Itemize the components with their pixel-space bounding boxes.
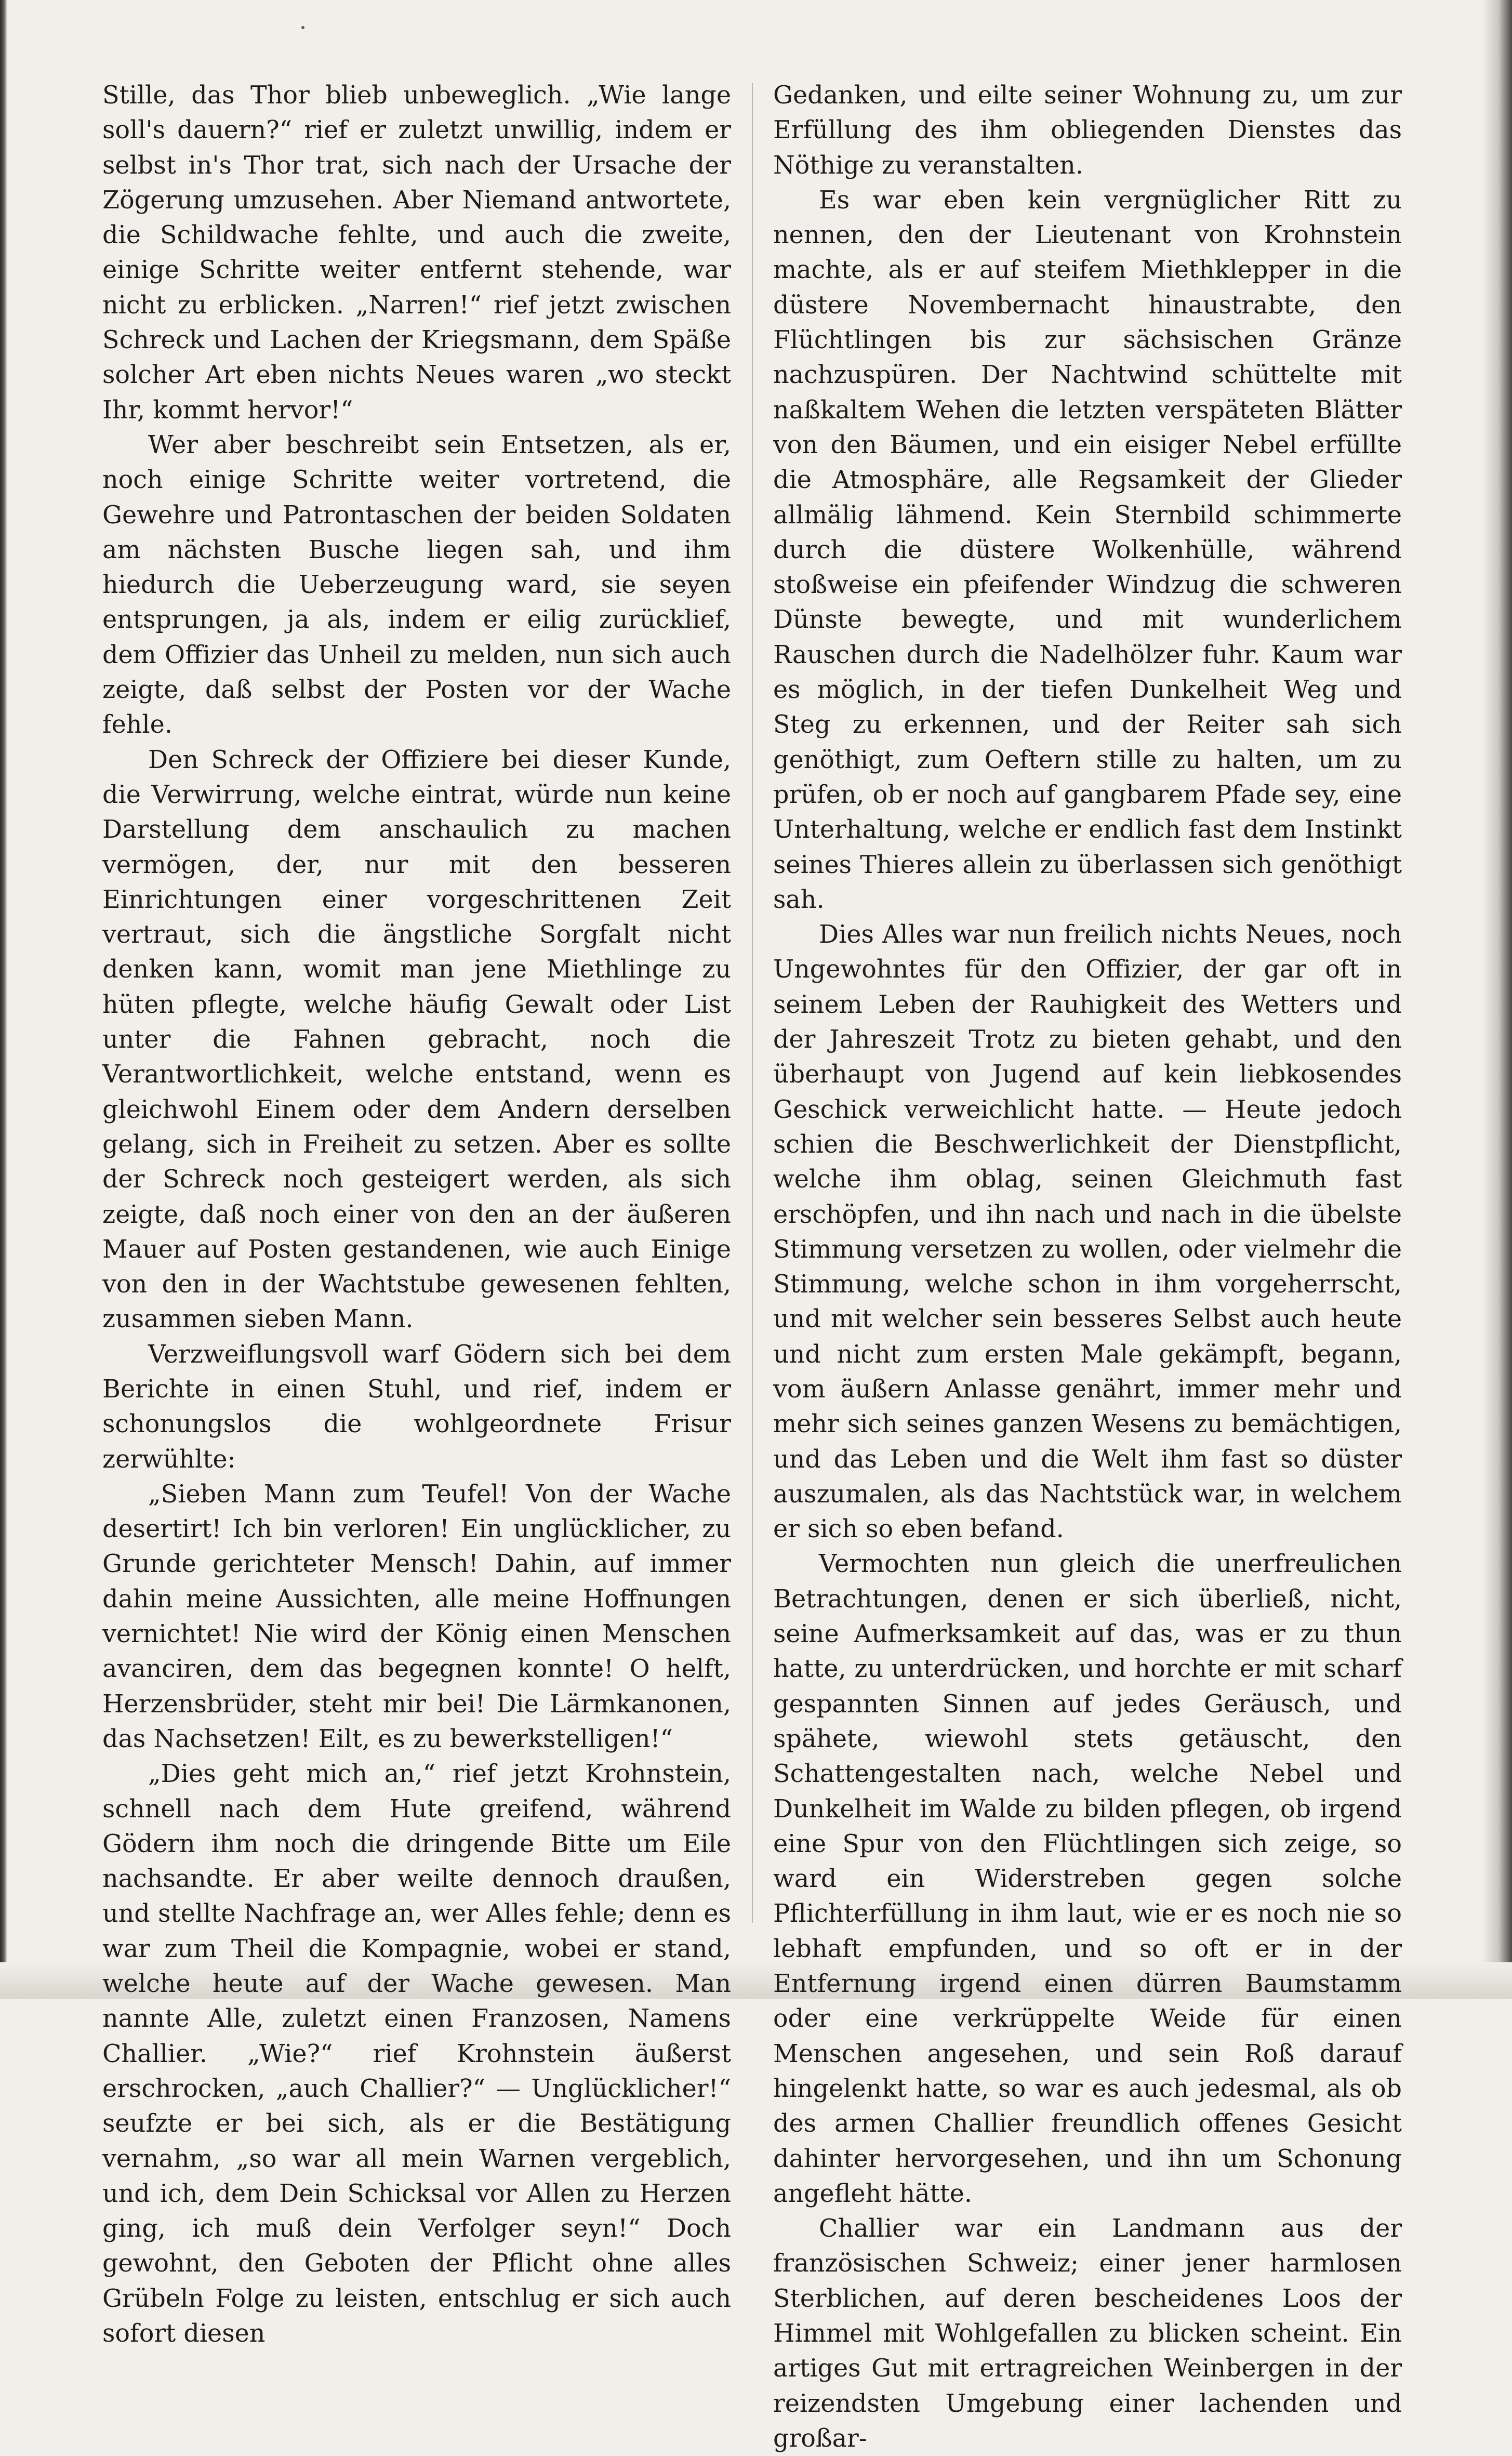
paragraph: Wer aber beschreibt sein Entsetzen, als er, noch einige Schritte weiter vortretend, die Gewehre und Patrontaschen der beiden Soldaten am nächsten Busche liegen sah, und ihm hiedurch die Ueberzeugung ward, sie seyen entsprungen, ja als, indem er eilig zurücklief, dem Offizier das Unheil zu melden, nun sich auch zeigte, daß selbst der Posten vor der Wache fehle. — [102, 430, 731, 740]
paragraph: Vermochten nun gleich die unerfreulichen Betrachtungen, denen er sich überließ, nicht, seine Aufmerksamkeit auf das, was er zu thun hatte, zu unterdrücken, und horchte er mit scharf gespannten Sinnen auf jedes Geräusch, und spähete, wiewohl stets getäuscht, den Schattengestalten nach, welche Nebel und Dunkelheit im Walde zu bilden pflegen, ob irgend eine Spur von den Flüchtlingen sich zeige, so ward ein Widerstreben gegen solche Pflichterfüllung in ihm laut, wie er es noch nie so lebhaft empfunden, und so oft er in der Entfernung irgend einen dürren Baumstamm oder eine verkrüppelte Weide für einen Menschen angesehen, und sein Roß darauf hingelenkt hatte, so war es auch jedesmal, als ob des armen Challier freundlich offenes Gesicht dahinter hervorgesehen, und ihn um Schonung angefleht hätte. — [773, 1550, 1402, 2208]
paragraph: Challier war ein Landmann aus der französischen Schweiz; einer jener harmlosen Sterblichen, auf deren bescheidenes Loos der Himmel mit Wohlgefallen zu blicken scheint. Ein artiges Gut mit ertragreichen Weinbergen in der reizendsten Umgebung einer lachenden und großar- — [773, 2214, 1402, 2453]
paragraph: Den Schreck der Offiziere bei dieser Kunde, die Verwirrung, welche eintrat, würde nun keine Darstellung dem anschaulich zu machen vermögen, der, nur mit den besseren Einrichtungen einer vorgeschrittenen Zeit vertraut, sich die ängstliche Sorgfalt nicht denken kann, womit man jene Miethlinge zu hüten pflegte, welche häufig Gewalt oder List unter die Fahnen gebracht, noch die Verantwortlichkeit, welche entstand, wenn es gleichwohl Einem oder dem Andern derselben gelang, sich in Freiheit zu setzen. Aber es sollte der Schreck noch gesteigert werden, als sich zeigte, daß noch einer von den an der äußeren Mauer auf Posten gestandenen, wie auch Einige von den in der Wachtstube gewesenen fehlten, zusammen sieben Mann. — [102, 745, 731, 1334]
paragraph: „Dies geht mich an,“ rief jetzt Krohnstein, schnell nach dem Hute greifend, während Gödern ihm noch die dringende Bitte um Eile nachsandte. Er aber weilte dennoch draußen, und stellte Nachfrage an, wer Alles fehle; denn es war zum Theil die Kompagnie, wobei er stand, welche heute auf der Wache gewesen. Man nannte Alle, zuletzt einen Franzosen, Namens Challier. „Wie?“ rief Krohnstein äußerst erschrocken, „auch Challier?“ — Unglücklicher!“ seufzte er bei sich, als er die Bestätigung vernahm, „so war all mein Warnen vergeblich, und ich, dem Dein Schicksal vor Allen zu Herzen ging, ich muß dein Verfolger seyn!“ Doch gewohnt, den Geboten der Pflicht ohne alles Grübeln Folge zu leisten, entschlug er sich auch sofort diesen — [102, 1760, 731, 2348]
paragraph: Es war eben kein vergnüglicher Ritt zu nennen, den der Lieutenant von Krohnstein machte, als er auf steifem Miethklepper in die düstere Novembernacht hinaustrabte, den Flüchtlingen bis zur sächsischen Gränze nachzuspüren. Der Nachtwind schüttelte mit naßkaltem Wehen die letzten verspäteten Blätter von den Bäumen, und ein eisiger Nebel erfüllte die Atmosphäre, alle Regsamkeit der Glieder allmälig lähmend. Kein Sternbild schimmerte durch die düstere Wolkenhülle, während stoßweise ein pfeifender Windzug die schweren Dünste bewegte, und mit wunderlichem Rauschen durch die Nadelhölzer fuhr. Kaum war es möglich, in der tiefen Dunkelheit Weg und Steg zu erkennen, und der Reiter sah sich genöthigt, zum Oeftern stille zu halten, um zu prüfen, ob er noch auf gangbarem Pfade sey, eine Unterhaltung, welche er endlich fast dem Instinkt seines Thieres allein zu überlassen sich genöthigt sah. — [773, 186, 1402, 914]
column-gutter — [752, 83, 753, 1923]
text-column-right — [773, 78, 1402, 2453]
paragraph: „Sieben Mann zum Teufel! Von der Wache desertirt! Ich bin verloren! Ein unglücklicher, zu Grunde gerichteter Mensch! Dahin, auf immer dahin meine Aussichten, alle meine Hoffnungen vernichtet! Nie wird der König einen Menschen avanciren, dem das begegnen konnte! O helft, Herzensbrüder, steht mir bei! Die Lärmkanonen, das Nachsetzen! Eilt, es zu bewerkstelligen!“ — [102, 1480, 731, 1753]
paragraph: Gedanken, und eilte seiner Wohnung zu, um zur Erfüllung des ihm obliegenden Dienstes das Nöthige zu veranstalten. — [773, 81, 1402, 180]
page-shadow-left — [0, 0, 7, 1999]
printer-mark — [301, 26, 304, 29]
page-shadow-right — [1482, 0, 1512, 1999]
paragraph: Verzweiflungsvoll warf Gödern sich bei dem Berichte in einen Stuhl, und rief, indem er schonungslos die wohlgeordnete Frisur zerwühlte: — [102, 1340, 731, 1474]
paragraph: Dies Alles war nun freilich nichts Neues, noch Ungewohntes für den Offizier, der gar oft in seinem Leben der Rauhigkeit des Wetters und der Jahreszeit Trotz zu bieten gehabt, und den überhaupt von Jugend auf kein liebkosendes Geschick verweichlicht hatte. — Heute jedoch schien die Beschwerlichkeit der Dienstpflicht, welche ihm oblag, seinen Gleichmuth fast erschöpfen, und ihn nach und nach in die übelste Stimmung versetzen zu wollen, oder vielmehr die Stimmung, welche schon in ihm vorgeherrscht, und mit welcher sein besseres Selbst auch heute und nicht zum ersten Male gekämpft, begann, vom äußern Anlasse genährt, immer mehr und mehr sich seines ganzen Wesens zu bemächtigen, und das Leben und die Welt ihm fast so düster auszumalen, als das Nachtstück war, in welchem er sich so eben befand. — [773, 920, 1402, 1544]
text-column-left — [102, 78, 731, 2348]
paragraph: Stille, das Thor blieb unbeweglich. „Wie lange soll's dauern?“ rief er zuletzt unwillig, indem er selbst in's Thor trat, sich nach der Ursache der Zögerung umzusehen. Aber Niemand antwortete, die Schildwache fehlte, und auch die zweite, einige Schritte weiter entfernt stehende, war nicht zu erblicken. „Narren!“ rief jetzt zwischen Schreck und Lachen der Kriegsmann, dem Späße solcher Art eben nichts Neues waren „wo steckt Ihr, kommt hervor!“ — [102, 81, 731, 425]
